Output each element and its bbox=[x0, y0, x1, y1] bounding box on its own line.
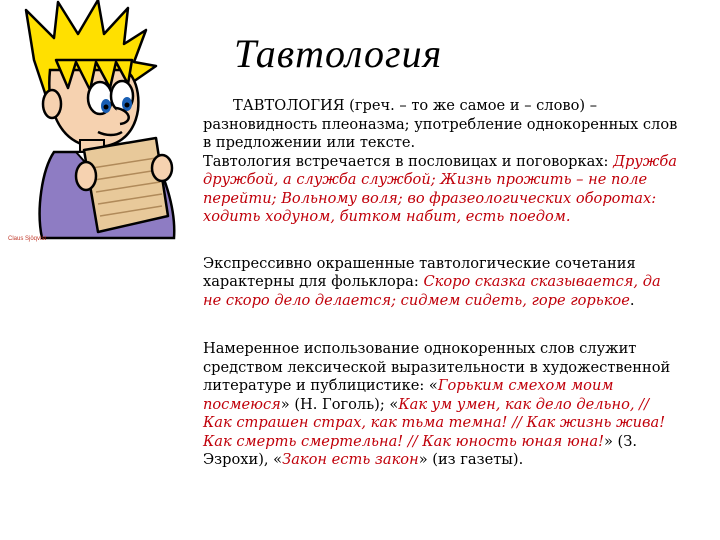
gogol-quote: Горьким смехом моим посмеюся bbox=[203, 377, 614, 413]
literature-end: » (из газеты). bbox=[418, 451, 524, 468]
main-text bbox=[203, 97, 681, 470]
proverbs-paragraph bbox=[203, 153, 681, 227]
page-title: Тавтология bbox=[234, 31, 443, 76]
definition-paragraph: ТАВТОЛОГИЯ (греч. – то же самое и – слово) – разновидность плеоназма; употребление однокоренных слов в предложении или тексте. bbox=[203, 97, 678, 151]
book bbox=[84, 138, 168, 232]
boy-reading-illustration bbox=[6, 0, 196, 240]
literature-mid1: » (Н. Гоголь); « bbox=[280, 395, 399, 413]
literature-mid2: » (З. Эзрохи), « bbox=[203, 432, 637, 468]
folklore-lead: Экспрессивно окрашенные тавтологические сочетания характерны для фольклора: bbox=[203, 254, 636, 290]
literature-lead: Намеренное использование однокоренных слов служит средством лексической выразительности в художественной литературе и публицистике: « bbox=[203, 340, 671, 394]
folklore-paragraph bbox=[203, 255, 681, 311]
proverbs-lead: Тавтология встречается в пословицах и поговорках: bbox=[203, 152, 614, 170]
proverbs-examples: Дружба дружбой, а служба службой; Жизнь прожить – не поле перейти; Вольному воля; во фразеологических оборотах: ходить ходуном, битком набит, есть поедом. bbox=[203, 152, 677, 225]
ezrokhi-quote: Как ум умен, как дело дельно, // Как страшен страх, как тьма темна! // Как жизнь жива! Как смерть смертельна! // Как юность юная юна! bbox=[203, 395, 666, 450]
newspaper-quote: Закон есть закон bbox=[282, 451, 419, 468]
literature-paragraph bbox=[203, 340, 681, 470]
folklore-end: . bbox=[629, 291, 635, 309]
illustration-credit: Сlaus Sjöqvist bbox=[8, 236, 47, 242]
folklore-examples: Скоро сказка сказывается, да не скоро дело делается; сидмем сидеть, горе горькое bbox=[203, 273, 661, 309]
